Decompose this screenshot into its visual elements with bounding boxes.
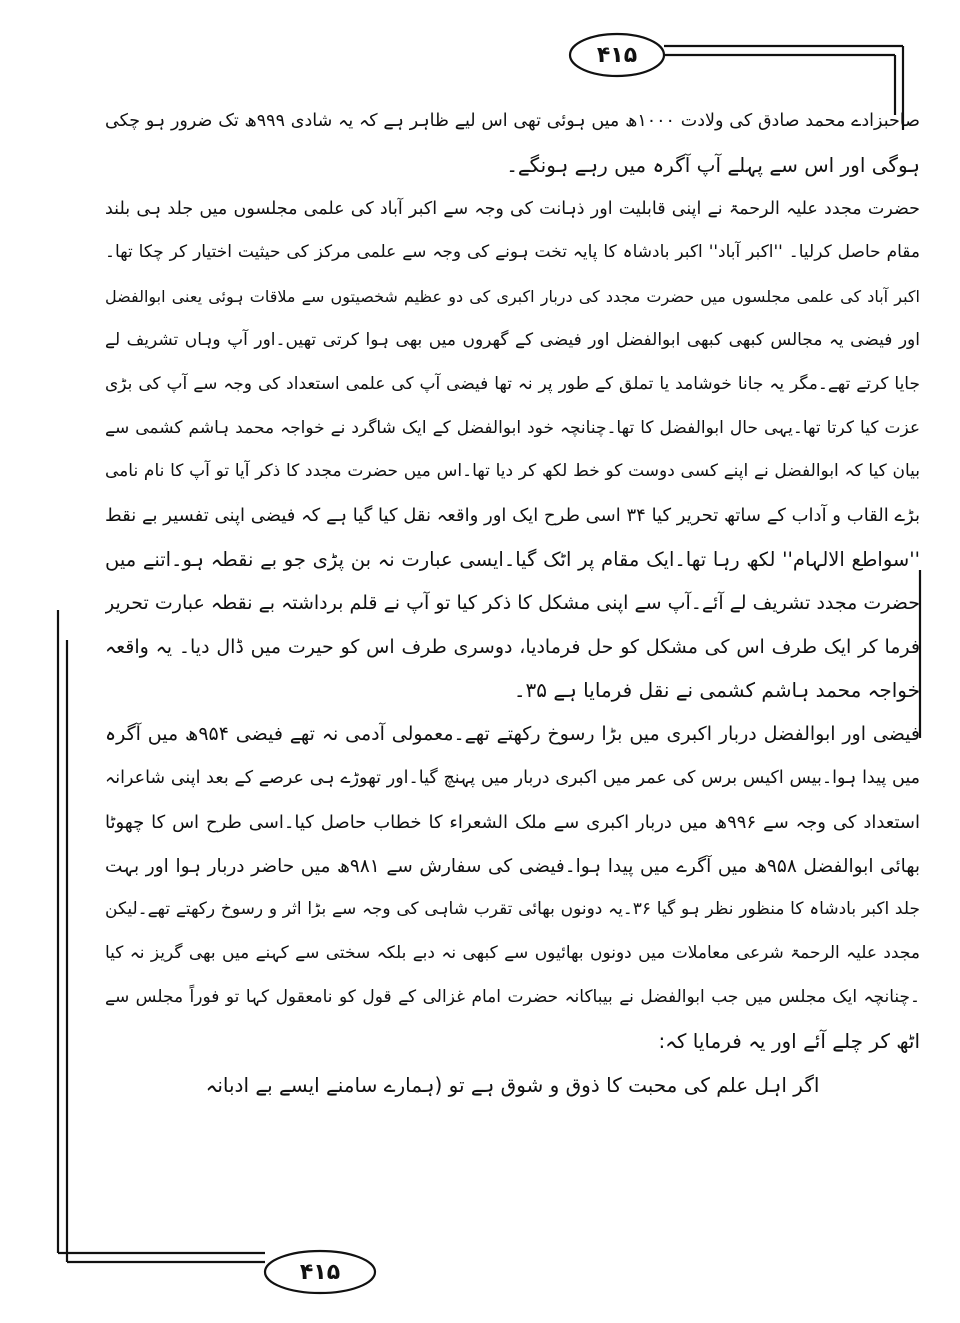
text-line: مقام حاصل کرلیا۔ ''اکبر آباد'' اکبر بادشاہ کا پایہ تخت ہونے کی وجہ سے علمی مرکز کی حیثیت اختیار کر چکا تھا۔ — [105, 242, 920, 263]
text-line: میں پیدا ہوا۔بیس اکیس برس کی عمر میں اکبری دربار میں پہنچ گیا۔اور تھوڑے ہی عرصے کے بعد اپنی شاعرانہ — [105, 767, 920, 788]
text-line: خواجہ محمد ہاشم کشمی نے نقل فرمایا ہے ۳۵۔ — [513, 678, 920, 703]
text-line: حضرت مجدد تشریف لے آئے۔آپ سے اپنی مشکل کا ذکر کیا تو آپ نے قلم برداشتہ بے نقطہ عبارت تحریر — [105, 591, 920, 614]
page-number-top: ۴۱۵ — [596, 42, 638, 68]
text-line: ''سواطع الالہام'' لکھ رہا تھا۔ایک مقام پر اٹک گیا۔ایسی عبارت نہ بن پڑی جو بے نقطہ ہو۔اتنے میں — [105, 547, 920, 571]
text-line: اور فیضی یہ مجالس کبھی کبھی ابوالفضل اور فیضی کے گھروں میں بھی ہوا کرتی تھیں۔اور آپ وہاں تشریف لے — [105, 329, 920, 350]
text-line: اکبر آباد کی علمی مجلسوں میں حضرت مجدد کی دربار اکبری کی دو عظیم شخصیتوں سے ملاقات ہوئی یعنی ابوالفضل — [105, 287, 920, 307]
text-line: فیضی اور ابوالفضل دربار اکبری میں بڑا رسوخ رکھتے تھے۔معمولی آدمی نہ تھے فیضی ۹۵۴ھ میں آگرہ — [105, 723, 920, 746]
text-line: حضرت مجدد علیہ الرحمۃ نے اپنی قابلیت اور ذہانت کی وجہ سے اکبر آباد کی علمی مجلسوں میں جلد ہی بلند — [105, 198, 920, 219]
page-body-text — [105, 100, 920, 1107]
text-line: صاحبزادے محمد صادق کی ولادت ۱۰۰۰ھ میں ہوئی تھی اس لیے ظاہر ہے کہ یہ شادی ۹۹۹ھ تک ضرور ہو چکی — [105, 111, 920, 131]
text-line: عزت کیا کرتا تھا۔یہی حال ابوالفضل کا تھا۔چنانچہ خود ابوالفضل کے ایک شاگرد نے خواجہ محمد ہاشم کشمی سے — [105, 417, 920, 438]
text-line: جلد اکبر بادشاہ کا منظور نظر ہو گیا ۳۶۔یہ دونوں بھائی تقرب شاہی کی وجہ سے بڑا اثر و رسوخ رکھتے تھے۔لیکن — [105, 899, 920, 920]
text-line: جایا کرتے تھے۔مگر یہ جانا خوشامد یا تملق کے طور پر نہ تھا فیضی آپ کی علمی استعداد کی وجہ سے آپ کی بڑی — [105, 373, 920, 394]
text-line: ہوگی اور اس سے پہلے آپ آگرہ میں رہے ہونگے۔ — [506, 152, 920, 177]
text-line: مجدد علیہ الرحمۃ شرعی معاملات میں دونوں بھائیوں سے کبھی نہ دبے بلکہ سختی سے کہنے میں بھی گریز نہ کیا — [105, 943, 920, 964]
text-line: استعداد کی وجہ سے ۹۹۶ھ میں دربار اکبری سے ملک الشعراء کا خطاب حاصل کیا۔اسی طرح اس کا چھوٹا — [105, 811, 920, 833]
text-line-centered: اگر اہل علم کی محبت کا ذوق و شوق ہے تو (ہمارے سامنے ایسے بے ادبانہ — [205, 1072, 820, 1097]
text-line: اٹھ کر چلے آئے اور یہ فرمایا کہ: — [658, 1028, 920, 1053]
text-line: ۔چنانچہ ایک مجلس میں جب ابوالفضل نے بیباکانہ حضرت امام غزالی کے قول کو نامعقول کہا تو فوراً مجلس سے — [105, 986, 920, 1007]
text-line: بھائی ابوالفضل ۹۵۸ھ میں آگرے میں پیدا ہوا۔فیضی کی سفارش سے ۹۸۱ھ میں حاضر دربار ہوا اور بہت — [105, 855, 920, 877]
page-number-bottom: ۴۱۵ — [299, 1259, 341, 1285]
text-line: بڑے القاب و آداب کے ساتھ تحریر کیا ۳۴ اسی طرح ایک اور واقعہ نقل کیا گیا ہے کہ فیضی اپنی تفسیر بے نقط — [105, 505, 920, 527]
text-line: بیان کیا کہ ابوالفضل نے اپنے کسی دوست کو خط لکھ کر دیا تھا۔اس میں حضرت مجدد کا ذکر آیا تو آپ کا نام نامی — [105, 461, 920, 482]
text-line: فرما کر ایک طرف اس کی مشکل کو حل فرمادیا، دوسری طرف اس کو حیرت میں ڈال دیا۔ یہ واقعہ — [105, 635, 920, 658]
